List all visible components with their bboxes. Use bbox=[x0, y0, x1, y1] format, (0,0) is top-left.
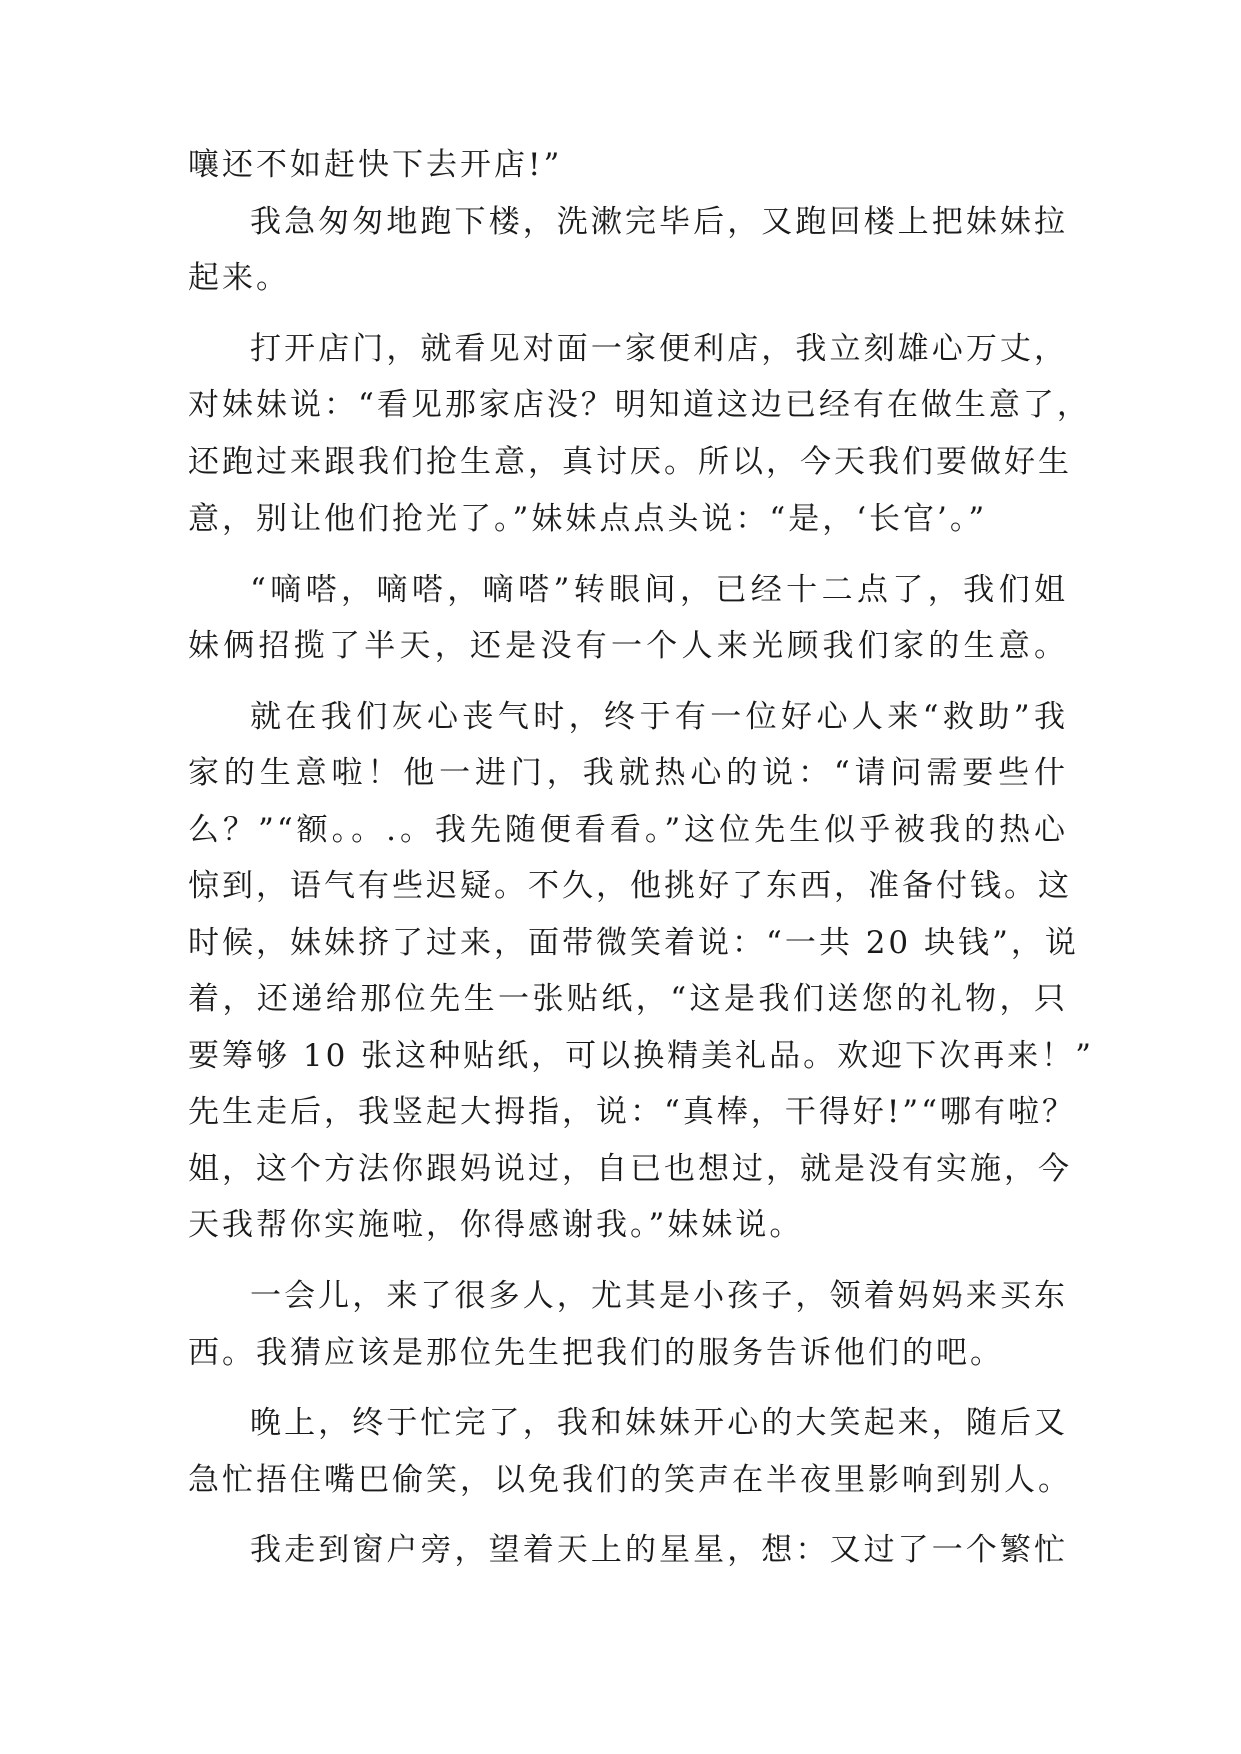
text-line: 急忙捂住嘴巴偷笑，以免我们的笑声在半夜里影响到别人。 bbox=[188, 1462, 1072, 1498]
text-line: 时候，妹妹挤了过来，面带微笑着说：“一共 20 块钱”，说 bbox=[188, 925, 1079, 961]
text-line: 嚷还不如赶快下去开店!” bbox=[188, 147, 563, 183]
text-line: 要筹够 10 张这种贴纸，可以换精美礼品。欢迎下次再来！” bbox=[188, 1038, 1094, 1074]
paragraph-first-line: 我急匆匆地跑下楼，洗漱完毕后，又跑回楼上把妹妹拉 bbox=[250, 204, 1068, 240]
text-line: 还跑过来跟我们抢生意，真讨厌。所以，今天我们要做好生 bbox=[188, 444, 1072, 480]
text-line: 对妹妹说：“看见那家店没？明知道这边已经有在做生意了， bbox=[188, 387, 1091, 423]
text-line: 着，还递给那位先生一张贴纸，“这是我们送您的礼物，只 bbox=[188, 981, 1068, 1017]
paragraph-first-line: 打开店门，就看见对面一家便利店，我立刻雄心万丈， bbox=[250, 331, 1068, 367]
text-line: 姐，这个方法你跟妈说过，自已也想过，就是没有实施，今 bbox=[188, 1151, 1072, 1187]
paragraph-first-line: 我走到窗户旁，望着天上的星星，想：又过了一个繁忙 bbox=[250, 1532, 1068, 1568]
paragraph-first-line: 就在我们灰心丧气时，终于有一位好心人来“救助”我 bbox=[250, 699, 1068, 735]
paragraph-first-line: 一会儿，来了很多人，尤其是小孩子，领着妈妈来买东 bbox=[250, 1278, 1068, 1314]
paragraph-first-line: “嘀嗒，嘀嗒，嘀嗒”转眼间，已经十二点了，我们姐 bbox=[250, 572, 1068, 608]
text-line: 天我帮你实施啦，你得感谢我。”妹妹说。 bbox=[188, 1207, 804, 1243]
text-line: 意，别让他们抢光了。”妹妹点点头说：“是，‘长官’。” bbox=[188, 501, 988, 537]
paragraph-first-line: 晚上，终于忙完了，我和妹妹开心的大笑起来，随后又 bbox=[250, 1405, 1068, 1441]
text-line: 先生走后，我竖起大拇指，说：“真棒，干得好!”“哪有啦？ bbox=[188, 1094, 1076, 1130]
text-line: 妹俩招揽了半天，还是没有一个人来光顾我们家的生意。 bbox=[188, 628, 1068, 664]
text-line: 么？”“额。。.。我先随便看看。”这位先生似乎被我的热心 bbox=[188, 812, 1068, 848]
text-line: 起来。 bbox=[188, 260, 290, 296]
text-line: 惊到，语气有些迟疑。不久，他挑好了东西，准备付钱。这 bbox=[188, 868, 1072, 904]
text-line: 家的生意啦！他一进门，我就热心的说：“请问需要些什 bbox=[188, 755, 1068, 791]
text-line: 西。我猜应该是那位先生把我们的服务告诉他们的吧。 bbox=[188, 1335, 1004, 1371]
